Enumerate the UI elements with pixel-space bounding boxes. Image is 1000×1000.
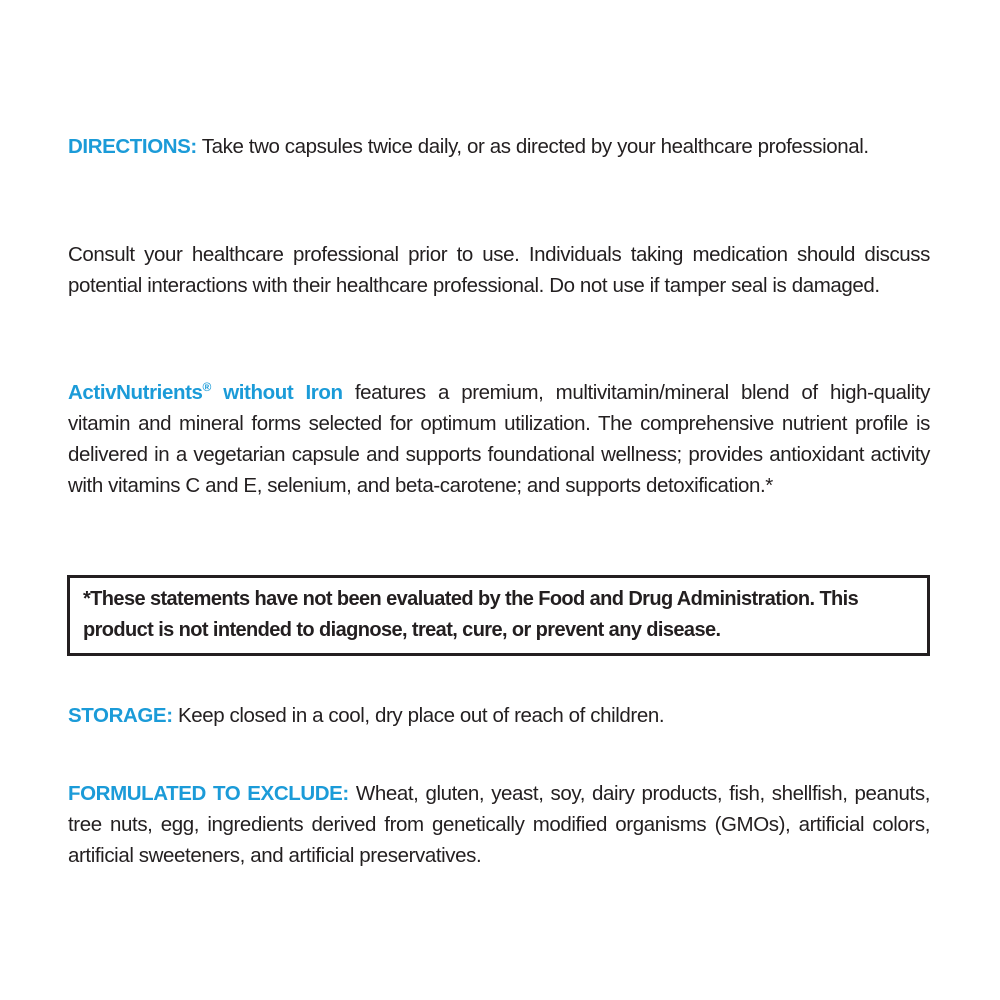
consult-paragraph [68, 239, 930, 301]
consult-text: Consult your healthcare professional prior to use. Individuals taking medication should discuss potential interactions with their healthcare professional. Do not use if tamper seal is damaged. [68, 243, 930, 297]
product-description-text: features a premium, multivitamin/mineral blend of high-quality vitamin and mineral forms selected for optimum utilization. The comprehensive nutrient profile is delivered in a vegetarian capsule and supports foundational wellness; provides antioxidant activity with vitamins C and E, selenium, and beta-carotene; and supports detoxification.* [68, 381, 930, 497]
directions-label: DIRECTIONS: [68, 135, 197, 158]
fda-disclaimer-text: *These statements have not been evaluated by the Food and Drug Administration. This product is not intended to diagnose, treat, cure, or prevent any disease. [83, 588, 859, 641]
directions-text: Take two capsules twice daily, or as directed by your healthcare professional. [201, 135, 869, 158]
storage-text: Keep closed in a cool, dry place out of reach of children. [177, 704, 665, 727]
brand-name-suffix: without Iron [210, 381, 343, 404]
brand-name: ActivNutrients [68, 381, 203, 404]
registered-trademark-symbol: ® [202, 380, 211, 395]
storage-label: STORAGE: [68, 704, 173, 727]
formulated-to-exclude-paragraph [68, 778, 930, 871]
formulated-to-exclude-label: FORMULATED TO EXCLUDE: [68, 782, 349, 805]
formulated-to-exclude-text: Wheat, gluten, yeast, soy, dairy products, fish, shellfish, peanuts, tree nuts, egg, ingredients derived from genetically modified organisms (GMOs), artificial colors, artificial sweeteners, and artificial preservatives. [68, 782, 931, 867]
storage-paragraph [68, 700, 930, 731]
product-description-paragraph [68, 377, 930, 501]
fda-disclaimer-box [67, 575, 930, 656]
directions-paragraph [68, 131, 930, 162]
